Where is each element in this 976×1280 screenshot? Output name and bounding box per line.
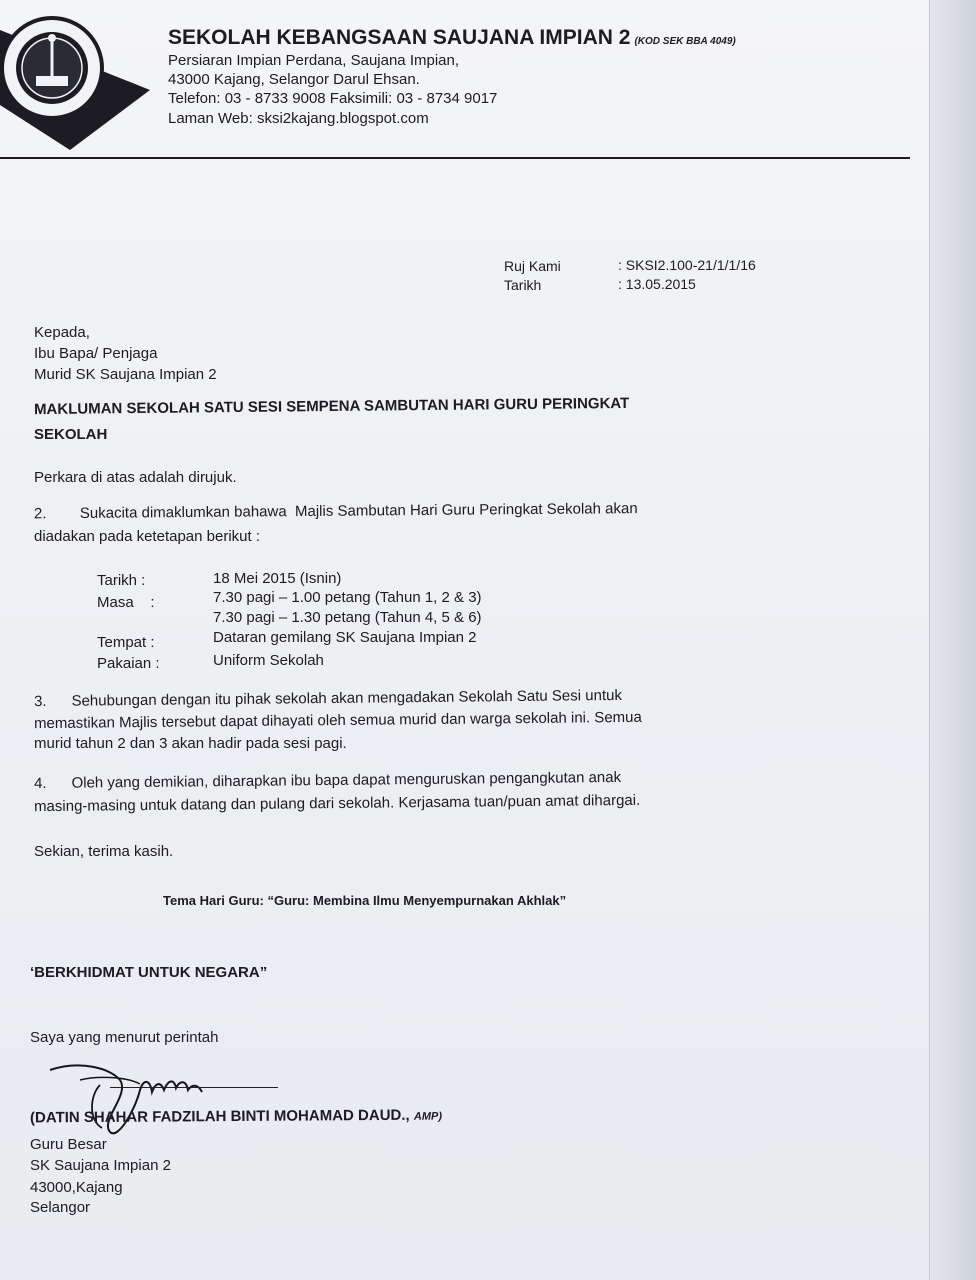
recipient-line-3: Murid SK Saujana Impian 2	[34, 366, 217, 383]
intro-text: Perkara di atas adalah dirujuk.	[34, 469, 237, 486]
detail-time-value-2: 7.30 pagi – 1.30 petang (Tahun 4, 5 & 6)	[213, 609, 482, 626]
detail-place-label: Tempat :	[97, 634, 155, 651]
signatory-state: Selangor	[30, 1199, 91, 1216]
subject-line-2: SEKOLAH	[34, 426, 108, 443]
signatory-name: (DATIN SHAHAR FADZILAH BINTI MOHAMAD DAUD., AMP)	[29, 1106, 443, 1127]
detail-attire-label: Pakaian :	[97, 655, 160, 672]
order-text: Saya yang menurut perintah	[30, 1029, 219, 1046]
detail-time-value-1: 7.30 pagi – 1.00 petang (Tahun 1, 2 & 3)	[213, 589, 482, 606]
signature-line	[110, 1087, 278, 1088]
school-logo-icon	[0, 10, 150, 160]
motto: ‘BERKHIDMAT UNTUK NEGARA”	[30, 964, 268, 981]
underlying-sheet-edge	[929, 0, 976, 1280]
header-divider	[0, 157, 910, 159]
signatory-org: SK Saujana Impian 2	[30, 1157, 171, 1174]
address-line-1: Persiaran Impian Perdana, Saujana Impian,	[168, 52, 460, 69]
paragraph-4-line-2: masing-masing untuk datang dan pulang dari sekolah. Kerjasama tuan/puan amat dihargai.	[33, 791, 641, 816]
detail-attire-value: Uniform Sekolah	[213, 652, 324, 669]
closing-text: Sekian, terima kasih.	[34, 843, 174, 860]
website: Laman Web: sksi2kajang.blogspot.com	[168, 110, 429, 127]
subject-line-1: MAKLUMAN SEKOLAH SATU SESI SEMPENA SAMBUTAN HARI GURU PERINGKAT	[33, 394, 630, 419]
recipient-line-1: Kepada,	[34, 324, 90, 341]
paragraph-2-line-2: diadakan pada ketetapan berikut :	[34, 528, 261, 545]
detail-time-label: Masa :	[97, 594, 155, 611]
paragraph-3-line-2: memastikan Majlis tersebut dapat dihayati oleh semua murid dan warga sekolah ini. Semua	[33, 708, 642, 733]
ruj-value: : SKSI2.100-21/1/1/16	[618, 257, 756, 273]
detail-date-value: 18 Mei 2015 (Isnin)	[213, 570, 342, 587]
date-label: Tarikh	[504, 277, 542, 293]
signature-icon	[40, 1050, 240, 1140]
ruj-label: Ruj Kami	[504, 258, 561, 274]
paragraph-3-line-1: 3. Sehubungan dengan itu pihak sekolah akan mengadakan Sekolah Satu Sesi untuk	[33, 686, 623, 711]
recipient-line-2: Ibu Bapa/ Penjaga	[34, 345, 158, 362]
paragraph-2-line-1: 2. Sukacita dimaklumkan bahawa Majlis Sambutan Hari Guru Peringkat Sekolah akan	[33, 500, 638, 523]
signatory-position: Guru Besar	[30, 1136, 107, 1153]
date-value: : 13.05.2015	[618, 276, 696, 292]
school-name: SEKOLAH KEBANGSAAN SAUJANA IMPIAN 2 (KOD SEK BBA 4049)	[168, 26, 736, 49]
address-line-2: 43000 Kajang, Selangor Darul Ehsan.	[168, 71, 420, 88]
phone-fax: Telefon: 03 - 8733 9008 Faksimili: 03 - 8734 9017	[168, 90, 498, 107]
signatory-title-suffix: AMP)	[413, 1110, 443, 1123]
paragraph-3-line-3: murid tahun 2 dan 3 akan hadir pada sesi pagi.	[34, 735, 347, 752]
teachers-day-theme: Tema Hari Guru: “Guru: Membina Ilmu Menyempurnakan Akhlak”	[163, 893, 567, 908]
school-code: (KOD SEK BBA 4049)	[634, 36, 736, 47]
detail-place-value: Dataran gemilang SK Saujana Impian 2	[213, 629, 477, 646]
paragraph-4-line-1: 4. Oleh yang demikian, diharapkan ibu bapa dapat menguruskan pengangkutan anak	[33, 768, 622, 793]
signatory-city: 43000,Kajang	[30, 1179, 123, 1196]
detail-date-label: Tarikh :	[97, 572, 146, 589]
